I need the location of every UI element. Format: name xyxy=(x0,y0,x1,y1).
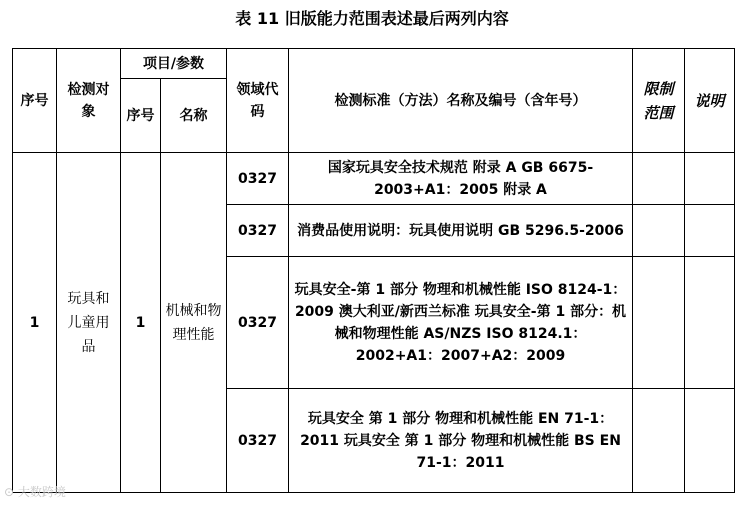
note-cell xyxy=(685,153,735,205)
watermark: ⊙ 大数跨境 xyxy=(4,485,66,499)
header-note: 说明 xyxy=(685,49,735,153)
standard-text: 玩具安全-第 1 部分 物理和机械性能 ISO 8124-1：2009 澳大利亚/新西兰标准 玩具安全-第 1 部分：机械和物理性能 AS/NZS ISO 8124.1：2002+A1：2007+A2：2009 xyxy=(289,257,633,389)
row-seq: 1 xyxy=(13,153,57,493)
field-code: 0327 xyxy=(227,389,289,493)
field-code: 0327 xyxy=(227,205,289,257)
standard-text: 玩具安全 第 1 部分 物理和机械性能 EN 71-1：2011 玩具安全 第 1 部分 物理和机械性能 BS EN 71-1：2011 xyxy=(289,389,633,493)
limit-cell xyxy=(633,205,685,257)
header-item-group: 项目/参数 xyxy=(121,49,227,79)
capability-table xyxy=(12,48,735,493)
header-item-seq: 序号 xyxy=(121,79,161,153)
table-row xyxy=(13,153,735,205)
limit-cell xyxy=(633,257,685,389)
standard-text: 国家玩具安全技术规范 附录 A GB 6675-2003+A1：2005 附录 A xyxy=(289,153,633,205)
header-limit: 限制范围 xyxy=(633,49,685,153)
field-code: 0327 xyxy=(227,257,289,389)
header-object: 检测对象 xyxy=(57,49,121,153)
header-standard: 检测标准（方法）名称及编号（含年号） xyxy=(289,49,633,153)
row-item-name: 机械和物理性能 xyxy=(161,153,227,493)
limit-cell xyxy=(633,153,685,205)
header-item-name: 名称 xyxy=(161,79,227,153)
header-field-code: 领域代码 xyxy=(227,49,289,153)
header-seq: 序号 xyxy=(13,49,57,153)
note-cell xyxy=(685,389,735,493)
standard-text: 消费品使用说明：玩具使用说明 GB 5296.5-2006 xyxy=(289,205,633,257)
limit-cell xyxy=(633,389,685,493)
table-title: 表 11 旧版能力范围表述最后两列内容 xyxy=(235,9,509,28)
note-cell xyxy=(685,205,735,257)
row-object: 玩具和儿童用品 xyxy=(57,153,121,493)
field-code: 0327 xyxy=(227,153,289,205)
note-cell xyxy=(685,257,735,389)
row-item-seq: 1 xyxy=(121,153,161,493)
